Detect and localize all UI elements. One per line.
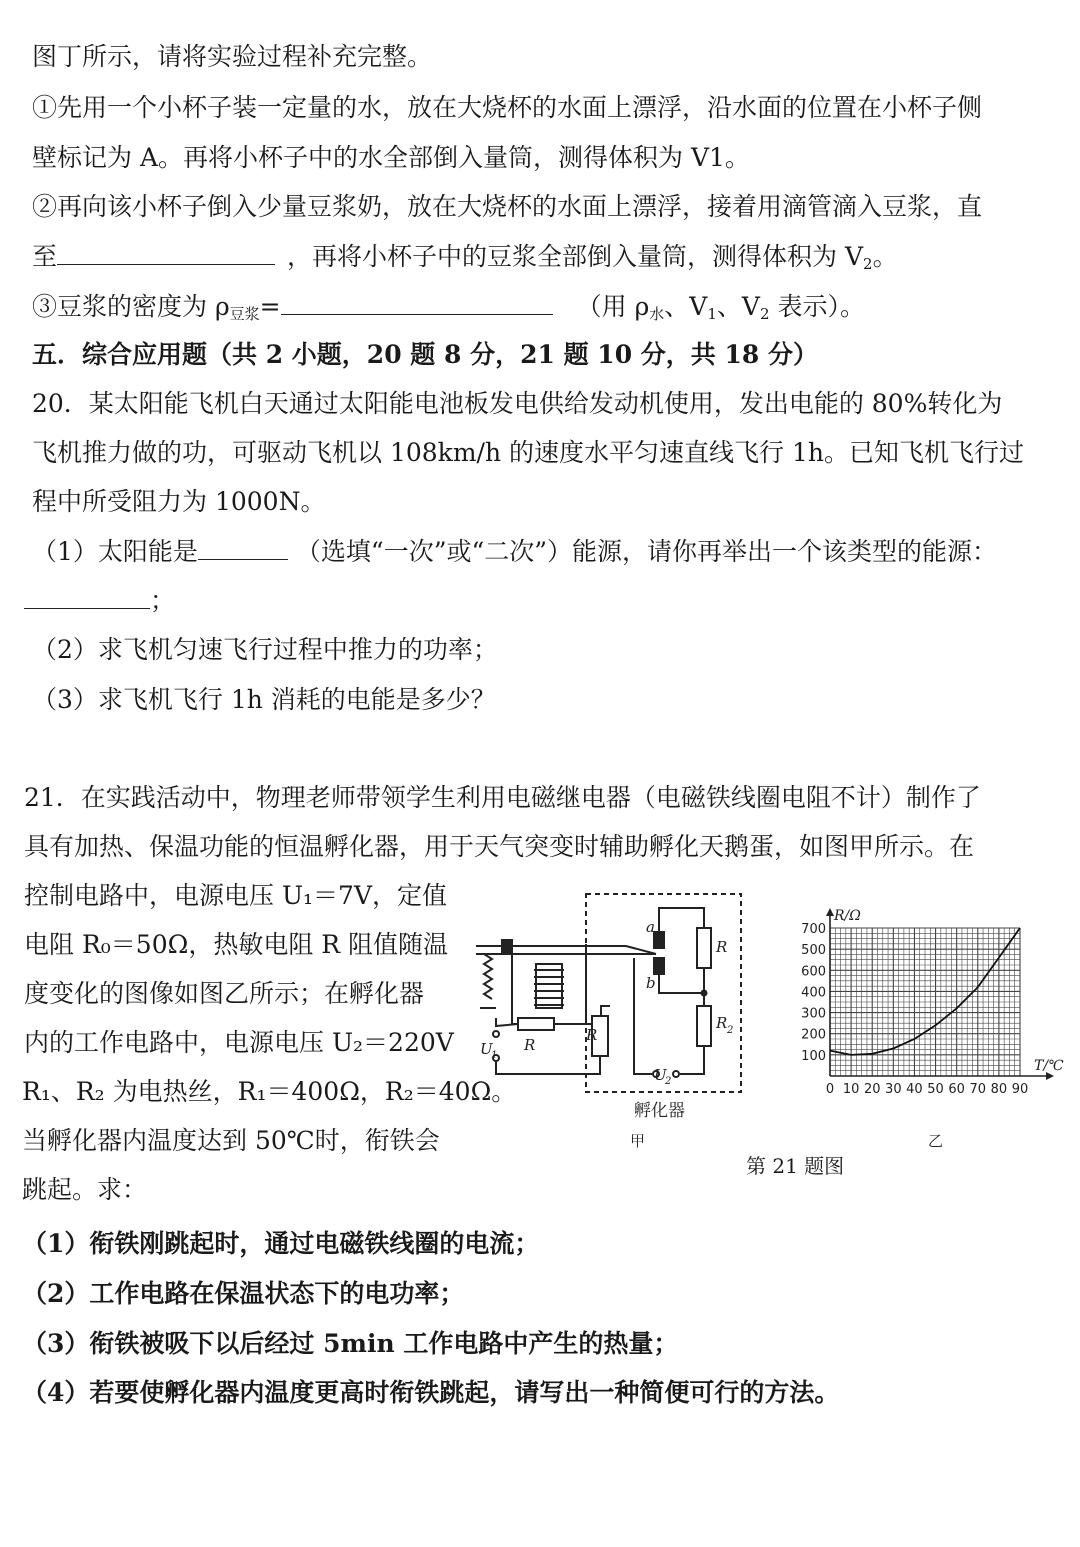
x-tick-label: 20 <box>863 1082 881 1097</box>
x-axis-label: T/℃ <box>1034 1058 1064 1074</box>
u2-sub: 2 <box>665 1076 672 1087</box>
x-tick-label: 90 <box>1011 1082 1029 1097</box>
q21-left-line1: 控制电路中，电源电压 U₁＝7V，定值 <box>24 881 447 910</box>
y-tick-label: 700 <box>801 922 826 937</box>
heater-r1 <box>697 928 711 968</box>
x-tick-label: 50 <box>927 1082 944 1097</box>
q19-step3-hint2: 、V <box>664 292 708 321</box>
r1-label: R <box>716 938 728 956</box>
r2-sub: 2 <box>727 1025 734 1036</box>
q19-step3-prefix: ③豆浆的密度为 ρ <box>32 292 230 321</box>
section5-heading: 五．综合应用题（共 2 小题，20 题 8 分，21 题 10 分，共 18 分） <box>32 340 818 369</box>
side-r-label: R <box>586 1026 598 1044</box>
q21-part4: （4）若要使孵化器内温度更高时衔铁跳起，请写出一种简便可行的方法。 <box>22 1378 840 1407</box>
u2-label: U <box>654 1066 667 1084</box>
q21-left-line6: 当孵化器内温度达到 50℃时，衔铁会 <box>22 1126 440 1155</box>
q21-left-line2: 电阻 R₀＝50Ω，热敏电阻 R 阻值随温 <box>24 930 449 959</box>
q20-part1-line <box>32 535 997 569</box>
q20-part3: （3）求飞机飞行 1h 消耗的电能是多少？ <box>32 685 496 714</box>
q19-step3-hint3: 、V <box>716 292 760 321</box>
q21-stem-line2: 具有加热、保温功能的恒温孵化器，用于天气突变时辅助孵化天鹅蛋，如图甲所示。在 <box>24 832 975 861</box>
q21-part2: （2）工作电路在保温状态下的电功率； <box>22 1279 465 1308</box>
q19-step2-line2 <box>32 240 898 281</box>
q21-part3: （3）衔铁被吸下以后经过 5min 工作电路中产生的热量； <box>22 1329 679 1358</box>
q19-intro-line: 图丁所示，请将实验过程补充完整。 <box>32 42 433 71</box>
fig-jia-label: 甲 <box>630 1132 646 1150</box>
q20-part1-blank[interactable] <box>198 537 288 560</box>
q20-part1-suffix: （选填“一次”或“二次”）能源，请你再举出一个该类型的能源： <box>295 537 998 566</box>
x-tick-label: 60 <box>948 1082 965 1097</box>
circuit-diagram <box>466 888 756 1153</box>
q19-step1-line2: 壁标记为 A。再将小杯子中的水全部倒入量筒，测得体积为 V1。 <box>32 143 750 172</box>
resistance-temperature-graph <box>790 906 1075 1156</box>
x-tick-label: 10 <box>842 1082 860 1097</box>
q19-step3-sub-v1: 1 <box>707 305 717 323</box>
y-axis-label: R/Ω <box>834 908 861 924</box>
spring-icon <box>484 954 492 999</box>
incubator-label: 孵化器 <box>634 1101 685 1121</box>
q19-step3-answer-blank[interactable] <box>281 292 553 315</box>
q21-left-line4: 内的工作电路中，电源电压 U₂＝220V <box>24 1028 454 1057</box>
contact-a-label: a <box>646 918 655 936</box>
heater-r2 <box>697 1006 711 1046</box>
q19-step3-hint1: （用 ρ <box>576 292 650 321</box>
q19-step2-sub: 2 <box>863 255 873 273</box>
q19-step3-eq: = <box>259 292 281 321</box>
q20-part1-example-blank[interactable] <box>24 586 150 609</box>
q19-step3-line <box>32 290 865 331</box>
x-tick-label: 70 <box>969 1082 987 1097</box>
q19-step2-answer-blank[interactable] <box>57 242 275 265</box>
control-resistor <box>518 1018 554 1030</box>
q19-step2-suffix: ，再将小杯子中的豆浆全部倒入量筒，测得体积为 V <box>287 242 864 271</box>
y-tick-label: 500 <box>801 943 826 959</box>
q19-step2-line1: ②再向该小杯子倒入少量豆浆奶，放在大烧杯的水面上漂浮，接着用滴管滴入豆浆，直 <box>32 192 983 221</box>
y-axis-arrow <box>826 908 834 916</box>
control-r-label: R <box>524 1036 536 1054</box>
q21-left-line5: R₁、R₂ 为电热丝，R₁＝400Ω，R₂＝40Ω。 <box>22 1077 517 1106</box>
contact-b-label: b <box>646 974 656 992</box>
q19-step3-sub-water: 水 <box>649 305 665 323</box>
fig-yi-label: 乙 <box>928 1132 944 1150</box>
x-tick-label: 0 <box>825 1082 835 1097</box>
q20-stem-line3: 程中所受阻力为 1000N。 <box>32 487 326 516</box>
q21-part1: （1）衔铁刚跳起时，通过电磁铁线圈的电流； <box>22 1229 540 1258</box>
q19-step2-end: 。 <box>872 242 898 271</box>
q19-step3-hint4: 表示）。 <box>769 292 865 321</box>
q20-stem-line1: 20．某太阳能飞机白天通过太阳能电池板发电供给发动机使用，发出电能的 80%转化为 <box>32 389 1003 418</box>
y-tick-label: 300 <box>801 1006 826 1022</box>
q19-step3-sub-soy: 豆浆 <box>229 305 260 323</box>
q21-left-line7: 跳起。求： <box>22 1175 148 1204</box>
q20-stem-line2: 飞机推力做的功，可驱动飞机以 108km/h 的速度水平匀速直线飞行 1h。已知飞机飞行过 <box>32 438 1024 467</box>
u1-sub: 1 <box>491 1050 498 1061</box>
y-tick-label: 200 <box>801 1027 826 1043</box>
q19-step2-prefix: 至 <box>32 242 58 271</box>
x-tick-label: 80 <box>990 1082 1008 1097</box>
q20-part1-end: ； <box>150 586 176 615</box>
figure-caption: 第 21 题图 <box>746 1154 845 1178</box>
q21-stem-line1: 21．在实践活动中，物理老师带领学生利用电磁继电器（电磁铁线圈电阻不计）制作了 <box>24 783 981 812</box>
x-tick-label: 40 <box>906 1082 923 1097</box>
y-tick-label: 100 <box>801 1048 826 1064</box>
q19-step1-line1: ①先用一个小杯子装一定量的水，放在大烧杯的水面上漂浮，沿水面的位置在小杯子侧 <box>32 93 983 122</box>
x-tick-label: 30 <box>885 1082 902 1097</box>
r2-label: R <box>716 1014 728 1032</box>
q21-left-line3: 度变化的图像如图乙所示；在孵化器 <box>24 979 425 1008</box>
q20-part1-cont <box>24 584 175 618</box>
y-tick-label: 600 <box>801 964 826 980</box>
q19-step3-sub-v2: 2 <box>759 305 770 323</box>
y-tick-label: 400 <box>801 985 826 1001</box>
u1-label: U <box>480 1040 493 1058</box>
q20-part1-prefix: （1）太阳能是 <box>32 537 198 566</box>
q20-part2: （2）求飞机匀速飞行过程中推力的功率； <box>32 635 498 664</box>
